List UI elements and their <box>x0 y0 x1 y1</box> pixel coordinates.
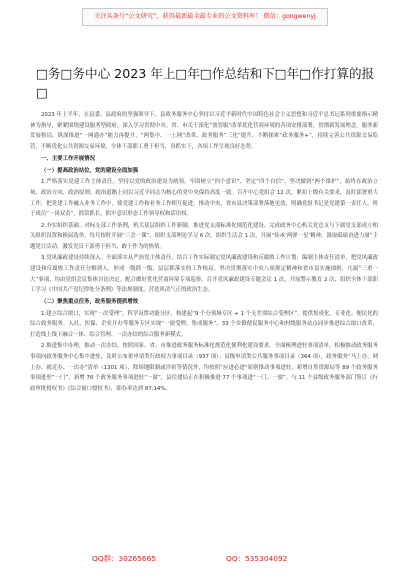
subsection-heading: （二）聚焦重点任务，政务服务提质增效 <box>41 298 139 305</box>
paragraph: 2.夯实组织基础。对标支部工作条例，机关基层组织工作新制，推进党支部标准化规范化建设、完成政务中心机关党总支与下属党支部成立相关组织设置和换届选举，每月按时开展“三会一课”，组织支部理论学习 6 次，组织生活会 1 次，开展“传承‘两弹一星’精神，汲取砥砺奋进力量”主题党日活动，激发党员干部勇于担当、敢于作为的热情。 <box>30 222 378 250</box>
footer-qq: QQ：535304092 <box>226 554 288 563</box>
paragraph: 3.党风廉政建设持续深入。全面落实从严治党主体责任，结合工作实际制定党风廉政建设和反腐败工作计划，编制主体责任清单，把党风廉政建设和反腐败工作责任分解到人，形成一级抓一级、层层抓落实的工作格局。坚决贯彻落实中央八项规定精神和省市县实施细则，凡属“三重一大”事项，均由党组会议集体讨论决定。配合做好优化营商环境专项巡察，召开党风廉政建设专题会议 1 次，开展警示教育 2 次，组织全体干部职工学习《中国共产党纪律处分条例》等法规制度，营造风清气正的政治生态。 <box>30 255 378 294</box>
document-title: □务□务中心 2023 年上□年□作总结和下□年□作打算的报□ <box>36 66 375 100</box>
intro-paragraph: 2023 年上半年，在县委、县政府的坚强领导下，县政务服务中心坚持以习近平新时代中国特色社会主义思想和习近平总书记系列重要指示精神为指导，紧紧围绕建设服务型政府，深入学习贯彻中央、省、市关于深化“放管服”改革优化营商环境的各项安排部署，贯彻新发展理念，服务新发展格局，纵深推进“一网通办”能力再提升，“两集中、一上网”改革、政务服务“三化”提升，不断探索“政务服务+”，持续完善公共资源交易监管，不断优化公共资源交易环境，全体干部职工勇于担当，真抓实干，各项工作呈现良好态势。 <box>30 112 378 151</box>
document-body <box>30 110 378 395</box>
paragraph: 1.建立综合窗口，实现“一次受理”。科学设置功能分区，构建起“9 个分领域专区 + 1 个无差别综合受理区”，提供集成化、专业化、便民化的综合政务服务。入社、医保、企业开办等服务专区实现“一窗受理、集成服务”，33 个乡镇便民服务中心和村级服务站点同步推进综合窗口改革，打造线上线下融合一体、综合管理、一次办结的综合服务新模式。 <box>30 310 378 339</box>
promo-banner: 关注头条号“公文研究”，获得最新最全最专业的公文资料库！ 微信：gongwenyj <box>82 8 328 26</box>
paragraph: 2.推进集中办理，推动一次办结。按照国家、省、市推进政务服务标准化规范化便利化建设要求，全面梳理进驻事项清单，积极推动政务服务事项向政务服务中心集中进驻，及时公布依申请类行政权力事项目录（937 项）、县级申请类公共服务事项目录（364 项），政务服务“马上办、网上办、就近办、一次办”清单（1301 项），除场地限制或涉密等情况外，均按照“应进必进”原则推动事项进驻，新增自然资源局等 89 个政务服务事项进驻“一门”，新增 76 个政务服务事项进驻“一窗”，县住建局正在积极推进 77 个事项进“一门、一窗”，与 11 个县级政务服务部门签订《行政审批授权书》《综合窗口授权书》，即办率达到 87.14%。 <box>30 343 378 393</box>
footer <box>0 550 408 568</box>
footer-qq-group: QQ群：30265665 <box>92 554 157 563</box>
subsection-heading: （一）提高政治站位，党的建设全面加强 <box>41 167 139 174</box>
paragraph: 1.严格落实党建工作主体责任。坚持以党的政治建设为统领，牢固树立“四个意识”、坚定“四个自信”、坚决做到“两个维护”，始终在政治立场、政治方向、政治原则、政治道路上同以习近平同志为核心的党中央保持高度一致。召开中心党组会 12 次，紧扣上级有关要求，及时部署重大工作，把党建工作融入业务工作中，使党建工作和业务工作相互促进，推动中央、省市县决策部署落地见效，明确党组书记是党建第一责任人，班子成员“一岗双责”，抓常抓长，抓牢意识形态工作领导权和话语权。 <box>30 179 378 218</box>
section-heading: 一、主要工作开展情况 <box>41 155 95 162</box>
